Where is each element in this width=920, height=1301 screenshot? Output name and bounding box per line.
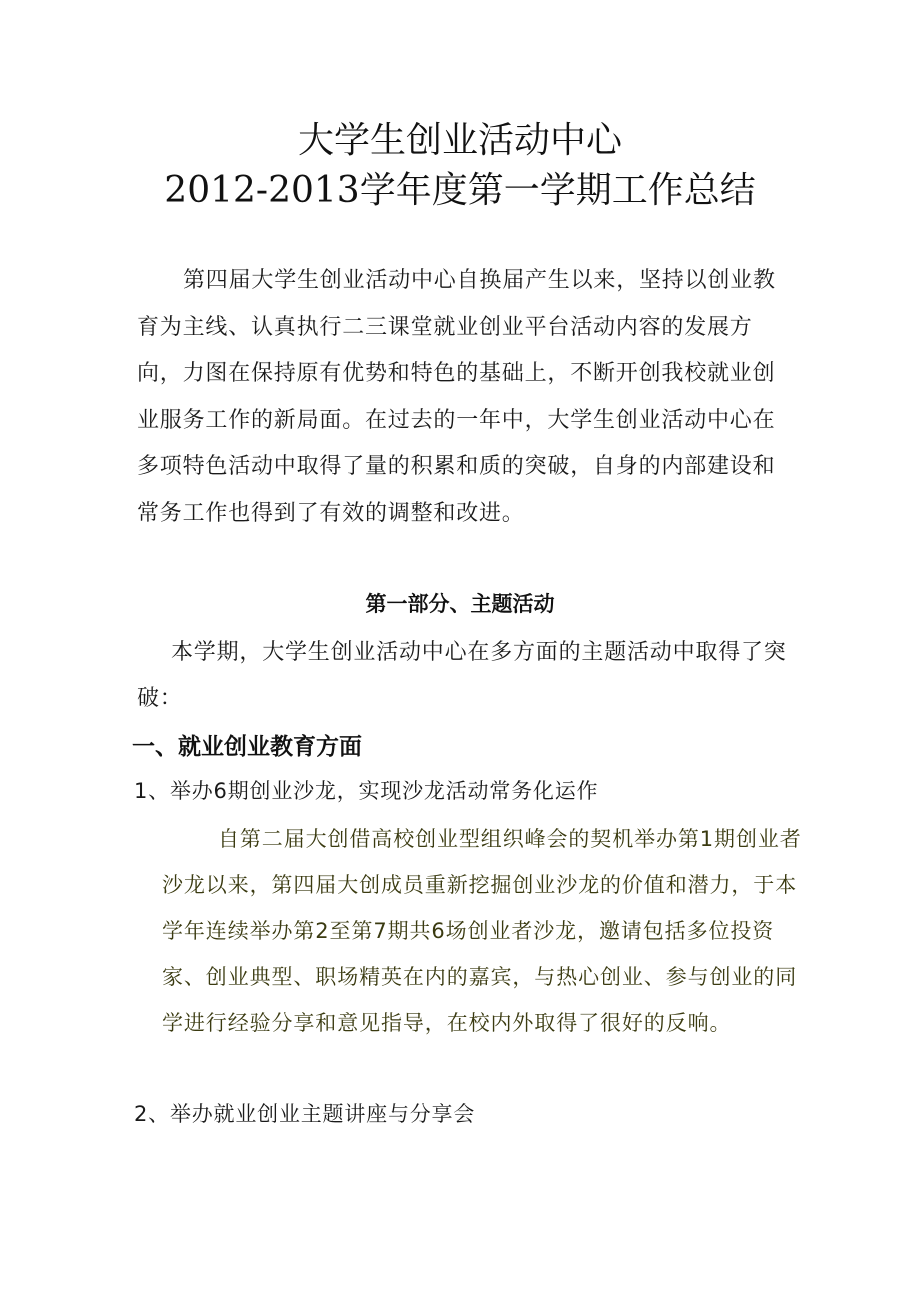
intro-paragraph: 第四届大学生创业活动中心自换届产生以来，坚持以创业教育为主线、认真执行二三课堂就业创业平台活动内容的发展方向，力图在保持原有优势和特色的基础上，不断开创我校就业创业服务工作的新局面。在过去的一年中，大学生创业活动中心在多项特色活动中取得了量的积累和质的突破，自身的内部建设和常务工作也得到了有效的调整和改进。 [137,268,776,526]
document-title-line1: 大学生创业活动中心 [297,120,622,161]
section-heading: 第一部分、主题活动 [365,592,555,616]
subsection-heading: 一、就业创业教育方面 [132,734,362,760]
document-title-line2: 2012-2013学年度第一学期工作总结 [164,170,756,211]
list-item-title-1: 1、举办6期创业沙龙，实现沙龙活动常务化运作 [134,779,599,803]
list-item-title-2: 2、举办就业创业主题讲座与分享会 [134,1102,476,1126]
list-item-body-1: 自第二届大创借高校创业型组织峰会的契机举办第1期创业者沙龙以来，第四届大创成员重新挖掘创业沙龙的价值和潜力，于本学年连续举办第2至第7期共6场创业者沙龙，邀请包括多位投资家、创业典型、职场精英在内的嘉宾，与热心创业、参与创业的同学进行经验分享和意见指导，在校内外取得了很好的反响。 [162,827,802,1035]
section-lead-paragraph: 本学期，大学生创业活动中心在多方面的主题活动中取得了突破： [137,640,787,711]
